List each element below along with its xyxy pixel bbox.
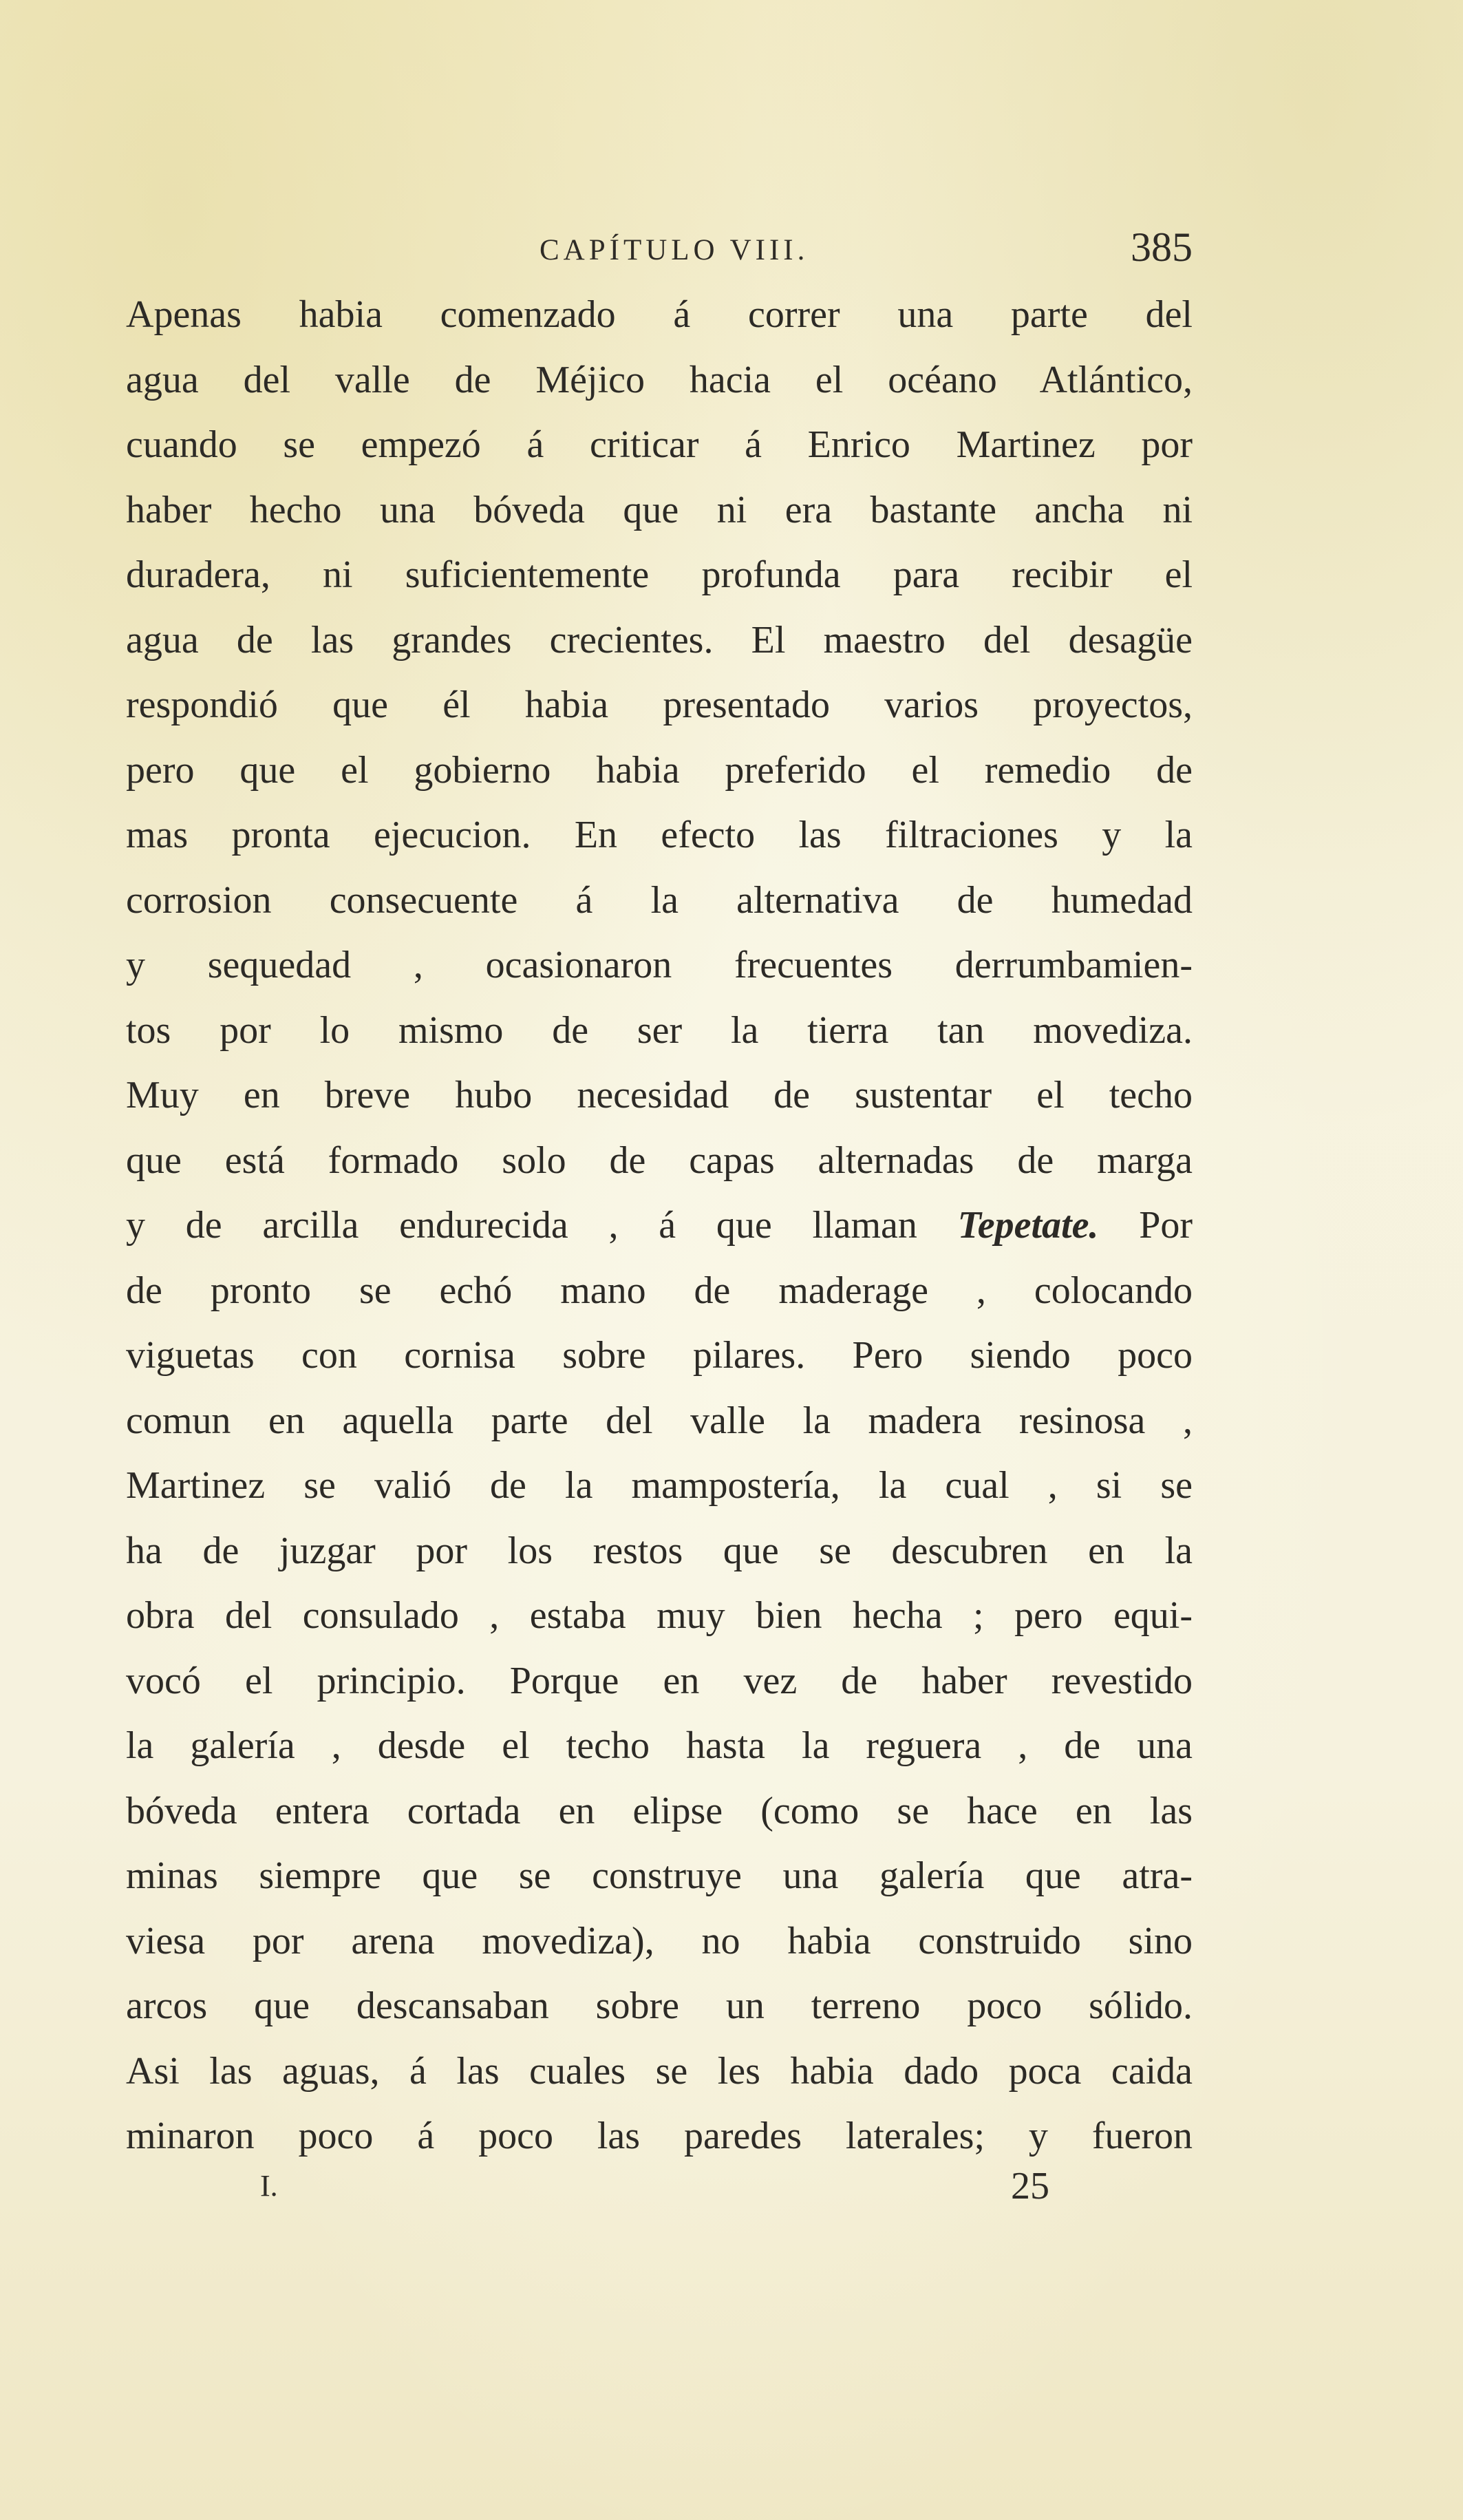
line-segment: y de arcilla endurecida , á que llaman [126,1204,958,1247]
text-line: viguetas con cornisa sobre pilares. Pero siendo poco [126,1334,1193,1377]
text-line: Martinez se valió de la mampostería, la cual , si se [126,1464,1193,1507]
text-line: cuando se empezó á criticar á Enrico Martinez por [126,423,1193,466]
text-line: haber hecho una bóveda que ni era bastante ancha ni [126,488,1193,531]
text-line: pero que el gobierno habia preferido el remedio de [126,748,1193,792]
page-footer [126,2165,1193,2223]
running-head: CAPÍTULO VIII. [540,234,809,266]
text-line: duradera, ni suficientemente profunda para recibir el [126,553,1193,596]
page-header [126,224,1193,279]
text-line: respondió que él habia presentado varios proyectos, [126,684,1193,726]
body-text [126,282,1193,2169]
line-segment: Por [1098,1204,1193,1247]
text-line: corrosion consecuente á la alternativa de humedad [126,878,1193,922]
text-line: comun en aquella parte del valle la madera resinosa , [126,1399,1193,1442]
gathering-number: 25 [1011,2165,1049,2207]
text-line: Muy en breve hubo necesidad de sustentar el techo [126,1074,1193,1116]
text-line: y sequedad , ocasionaron frecuentes derrumbamien- [126,944,1193,986]
text-line: mas pronta ejecucion. En efecto las filtraciones y la [126,814,1193,856]
text-line: minas siempre que se construye una galería que atra- [126,1854,1193,1897]
signature-mark: I. [260,2169,278,2203]
text-line: Apenas habia comenzado á correr una parte del [126,293,1193,336]
text-line: que está formado solo de capas alternadas de marga [126,1139,1193,1182]
text-line: bóveda entera cortada en elipse (como se hace en las [126,1789,1193,1832]
text-line: la galería , desde el techo hasta la reguera , de una [126,1724,1193,1767]
text-line: arcos que descansaban sobre un terreno poco sólido. [126,1984,1193,2027]
italic-term: Tepetate. [957,1204,1099,1247]
text-line: obra del consulado , estaba muy bien hecha ; pero equi- [126,1594,1193,1637]
text-line-with-italic-term [126,1193,1193,1258]
text-line: ha de juzgar por los restos que se descubren en la [126,1529,1193,1572]
text-line: Asi las aguas, á las cuales se les habia dado poca caida [126,2049,1193,2093]
text-line: tos por lo mismo de ser la tierra tan movediza. [126,1008,1193,1052]
text-line: de pronto se echó mano de maderage , colocando [126,1269,1193,1312]
text-line: agua de las grandes crecientes. El maestro del desagüe [126,618,1193,661]
text-line: vocó el principio. Porque en vez de haber revestido [126,1659,1193,1702]
text-line: agua del valle de Méjico hacia el océano Atlántico, [126,358,1193,401]
page-number: 385 [1131,224,1193,270]
text-line: viesa por arena movediza), no habia construido sino [126,1919,1193,1962]
text-line: minaron poco á poco las paredes laterales; y fueron [126,2115,1193,2157]
